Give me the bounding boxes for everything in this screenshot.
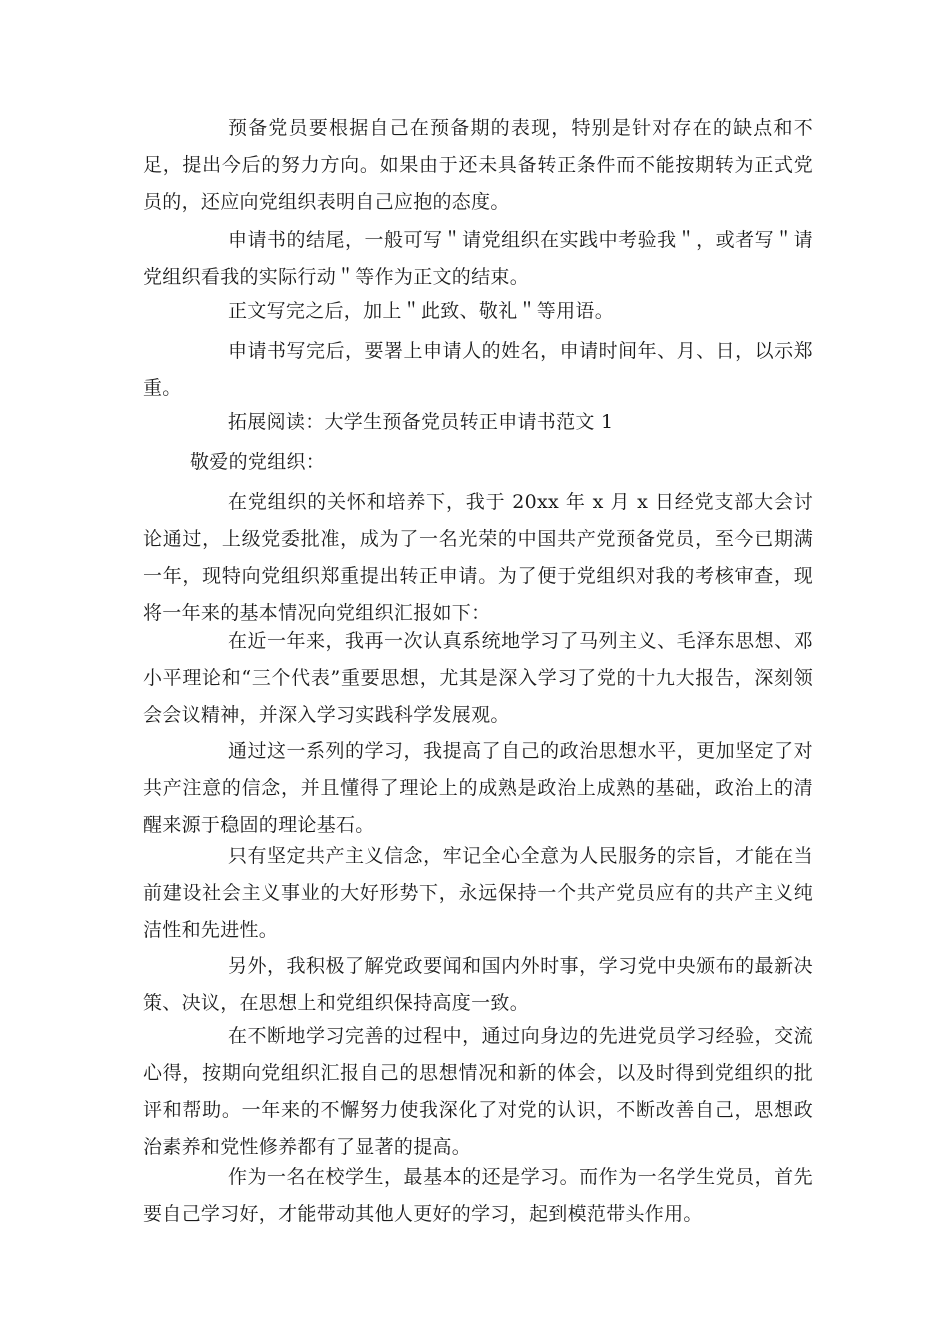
paragraph-student-role: 作为一名在校学生，最基本的还是学习。而作为一名学生党员，首先要自己学习好，才能带动其他人更好的学习，起到模范带头作用。 — [143, 1166, 813, 1225]
paragraph-probationary-direction: 预备党员要根据自己在预备期的表现，特别是针对存在的缺点和不足，提出今后的努力方向。如果由于还未具备转正条件而不能按期转为正式党员的，还应向党组织表明自己应抱的态度。 — [143, 117, 813, 213]
paragraph-learning-improvement: 在不断地学习完善的过程中，通过向身边的先进党员学习经验，交流心得，按期向党组织汇报自己的思想情况和新的体会，以及时得到党组织的批评和帮助。一年来的不懈努力使我深化了对党的认识，不断改善自己，思想政治素养和党性修养都有了显著的提高。 — [143, 1025, 813, 1158]
paragraph-closing-phrase: 申请书的结尾，一般可写＂请党组织在实践中考验我＂，或者写＂请党组织看我的实际行动＂等作为正文的结束。 — [143, 229, 813, 288]
paragraph-communist-belief: 只有坚定共产主义信念，牢记全心全意为人民服务的宗旨，才能在当前建设社会主义事业的大好形势下，永远保持一个共产党员应有的共产主义纯洁性和先进性。 — [143, 845, 813, 941]
paragraph-study-theory: 在近一年来，我再一次认真系统地学习了马列主义、毛泽东思想、邓小平理论和“三个代表”重要思想，尤其是深入学习了党的十九大报告，深刻领会会议精神，并深入学习实践科学发展观。 — [143, 630, 813, 726]
paragraph-extended-reading-title: 拓展阅读：大学生预备党员转正申请书范文 1 — [228, 411, 614, 433]
paragraph-salutation: 敬爱的党组织： — [190, 451, 326, 473]
paragraph-study-result: 通过这一系列的学习，我提高了自己的政治思想水平，更加坚定了对共产注意的信念，并且懂得了理论上的成熟是政治上成熟的基础，政治上的清醒来源于稳固的理论基石。 — [143, 740, 813, 836]
paragraph-signature-note: 申请书写完后，要署上申请人的姓名，申请时间年、月、日，以示郑重。 — [143, 340, 813, 399]
paragraph-salute-phrase: 正文写完之后，加上＂此致、敬礼＂等用语。 — [228, 300, 615, 322]
paragraph-current-affairs: 另外，我积极了解党政要闻和国内外时事，学习党中央颁布的最新决策、决议，在思想上和党组织保持高度一致。 — [143, 955, 813, 1014]
paragraph-application-intro: 在党组织的关怀和培养下，我于 20xx 年 x 月 x 日经党支部大会讨论通过，上级党委批准，成为了一名光荣的中国共产党预备党员，至今已期满一年，现特向党组织郑重提出转正申请。为了便于党组织对我的考核审查，现将一年来的基本情况向党组织汇报如下： — [143, 491, 813, 624]
